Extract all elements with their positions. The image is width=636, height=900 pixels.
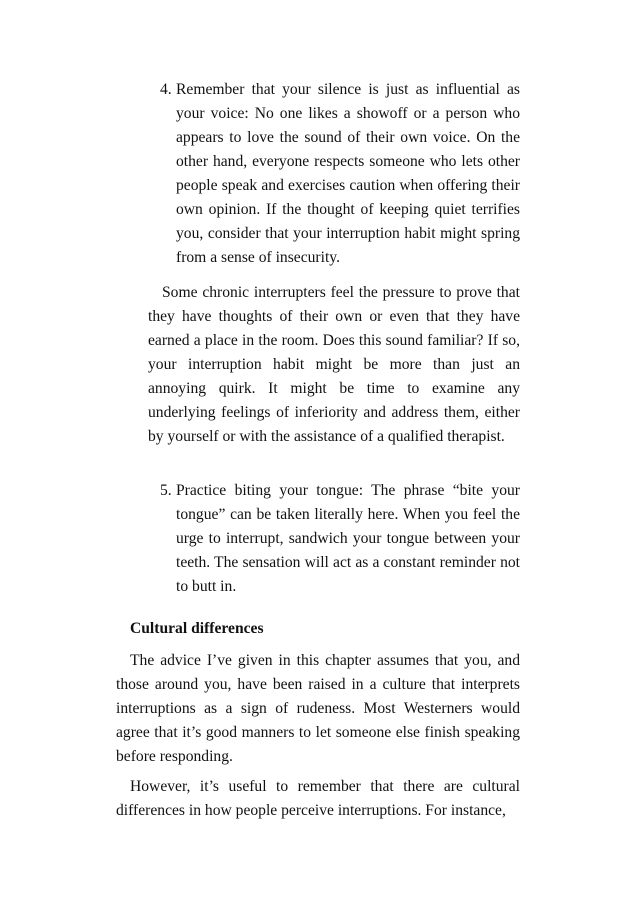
list-item-4 xyxy=(160,78,520,270)
list-item-text: Remember that your silence is just as influential as your voice: No one likes a showoff or a person who appears to love the sound of their own voice. On the other hand, everyone respects someone who lets other people speak and exercises caution when offering their own opinion. If the thought of keeping quiet terrifies you, consider that your interruption habit might spring from a sense of insecurity. xyxy=(176,81,520,266)
insecurity-paragraph: Some chronic interrupters feel the pressure to prove that they have thoughts of their own or even that they have earned a place in the room. Does this sound familiar? If so, your interruption habit might be more than just an annoying quirk. It might be time to examine any underlying feelings of inferiority and address them, either by yourself or with the assistance of a qualified therapist. xyxy=(148,284,520,445)
section-heading: Cultural differences xyxy=(130,620,264,637)
list-item-number: 4. xyxy=(160,81,172,98)
list-item-text: Practice biting your tongue: The phrase “bite your tongue” can be taken literally here. When you feel the urge to interrupt, sandwich your tongue between your teeth. The sensation will act as a constant reminder not to butt in. xyxy=(176,482,520,595)
body-paragraph: The advice I’ve given in this chapter assumes that you, and those around you, have been raised in a culture that interprets interruptions as a sign of rudeness. Most Westerners would agree that it’s good manners to let someone else finish speaking before responding. xyxy=(116,652,520,765)
body-paragraph: However, it’s useful to remember that there are cultural differences in how people perceive interruptions. For instance, xyxy=(116,778,520,819)
list-item-number: 5. xyxy=(160,482,172,499)
list-item-5 xyxy=(160,479,520,599)
